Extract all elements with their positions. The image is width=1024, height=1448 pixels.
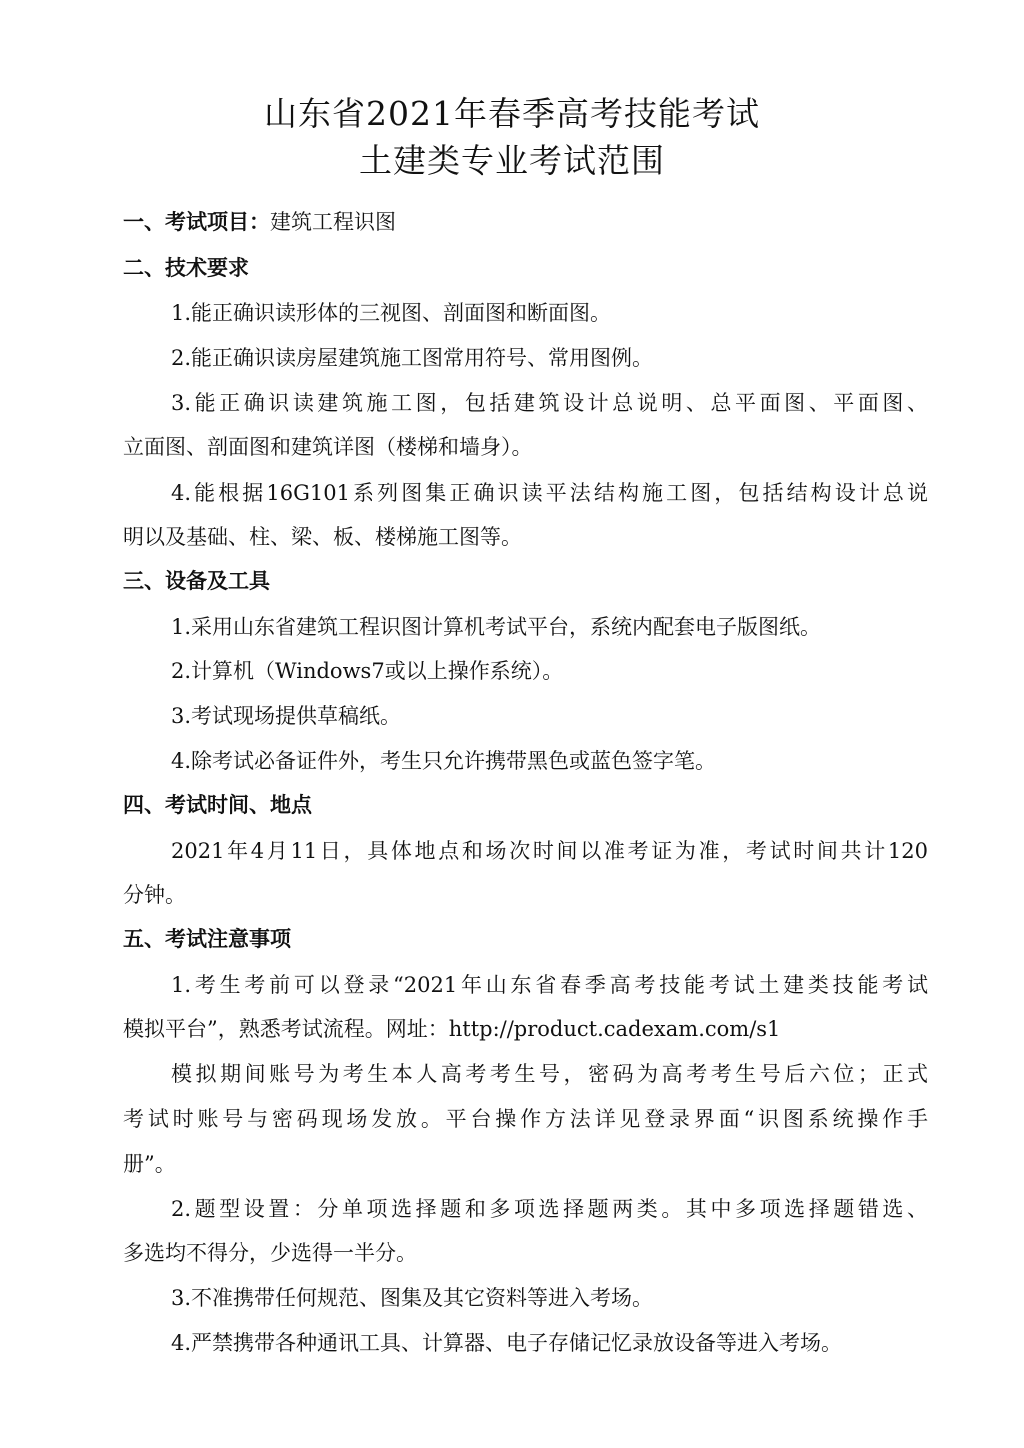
section-1-heading-label: 一、考试项目： [123,210,270,234]
section-5-paragraph: 模拟期间账号为考生本人高考考生号，密码为高考考生号后六位；正式 [171,1062,928,1086]
section-5-paragraph-end: 册”。 [123,1152,176,1176]
section-3-heading: 三、设备及工具 [123,569,270,593]
section-4-item-1-cont: 分钟。 [123,883,186,907]
section-5-item-3: 3.不准携带任何规范、图集及其它资料等进入考场。 [171,1286,654,1310]
section-5-item-2-cont: 多选均不得分，少选得一半分。 [123,1241,417,1265]
section-4-heading: 四、考试时间、地点 [123,793,312,817]
section-5-paragraph-cont: 考试时账号与密码现场发放。平台操作方法详见登录界面“识图系统操作手 [123,1107,928,1131]
section-2-item-4-cont: 明以及基础、柱、梁、板、楼梯施工图等。 [123,525,522,549]
section-3-item-4: 4.除考试必备证件外，考生只允许携带黑色或蓝色签字笔。 [171,749,717,773]
section-2-item-2: 2.能正确识读房屋建筑施工图常用符号、常用图例。 [171,346,654,370]
section-4-item-1: 2021年4月11日，具体地点和场次时间以准考证为准，考试时间共计120 [171,839,928,863]
section-5-item-2: 2.题型设置：分单项选择题和多项选择题两类。其中多项选择题错选、 [171,1197,928,1221]
document-title-line-2: 土建类专业考试范围 [359,141,665,180]
section-3-item-1: 1.采用山东省建筑工程识图计算机考试平台，系统内配套电子版图纸。 [171,615,822,639]
section-2-item-3-cont: 立面图、剖面图和建筑详图（楼梯和墙身）。 [123,435,533,459]
section-1-heading [123,207,396,237]
section-3-item-3: 3.考试现场提供草稿纸。 [171,704,402,728]
section-5-item-1: 1.考生考前可以登录“2021年山东省春季高考技能考试土建类技能考试 [171,973,928,997]
section-3-item-2: 2.计算机（Windows7或以上操作系统）。 [171,659,564,683]
section-1-heading-value: 建筑工程识图 [270,210,396,234]
section-2-item-1: 1.能正确识读形体的三视图、剖面图和断面图。 [171,301,612,325]
section-5-heading: 五、考试注意事项 [123,927,291,951]
section-5-item-1-cont: 模拟平台”，熟悉考试流程。网址：http://product.cadexam.com/s1 [123,1017,781,1041]
section-2-heading: 二、技术要求 [123,256,249,280]
section-2-item-4: 4.能根据16G101系列图集正确识读平法结构施工图，包括结构设计总说 [171,481,928,505]
document-title-line-1: 山东省2021年春季高考技能考试 [264,94,760,133]
section-5-item-4: 4.严禁携带各种通讯工具、计算器、电子存储记忆录放设备等进入考场。 [171,1331,843,1355]
section-2-item-3: 3.能正确识读建筑施工图，包括建筑设计总说明、总平面图、平面图、 [171,391,928,415]
